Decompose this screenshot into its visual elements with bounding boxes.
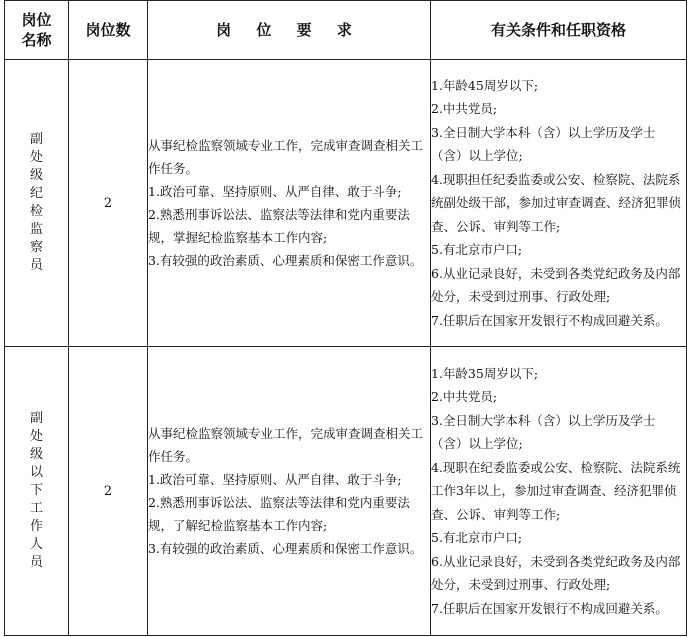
position-name-cell: 副处级以下工作人员 <box>5 347 69 636</box>
qualification-line: 4.现职担任纪委监委或公安、检察院、法院系统副处级干部，参加过审查调查、经济犯罪侦查、公诉、审判等工作; <box>431 171 682 234</box>
qualification-line: 3.全日制大学本科（含）以上学历及学士（含）以上学位; <box>431 124 656 164</box>
requirement-line: 从事纪检监察领域专业工作，完成审查调查相关工作任务。 <box>148 426 424 464</box>
qualifications-cell <box>431 347 687 636</box>
requirement-line: 1.政治可靠、坚持原则、从严自律、敢于斗争; <box>148 472 402 487</box>
qualification-line: 6.从业记录良好，未受到各类党纪政务及内部处分，未受到过刑事、行政处理; <box>431 553 681 593</box>
requirement-line: 3.有较强的政治素质、心理素质和保密工作意识。 <box>148 253 423 268</box>
qualification-line: 3.全日制大学本科（含）以上学历及学士（含）以上学位; <box>431 412 656 452</box>
qualification-line: 6.从业记录良好，未受到各类党纪政务及内部处分，未受到过刑事、行政处理; <box>431 265 681 305</box>
requirement-line: 1.政治可靠、坚持原则、从严自律、敢于斗争; <box>148 184 402 199</box>
qualification-line: 7.任职后在国家开发银行不构成回避关系。 <box>431 600 668 616</box>
qualification-line: 5.有北京市户口; <box>431 242 523 258</box>
table-row <box>5 347 687 636</box>
header-requirements: 岗 位 要 求 <box>148 1 431 60</box>
qualification-line: 2.中共党员; <box>431 389 498 405</box>
positions-table <box>4 0 687 636</box>
requirement-line: 2.熟悉刑事诉讼法、监察法等法律和党内重要法规，了解纪检监察基本工作内容; <box>148 495 410 533</box>
header-position-name: 岗位名称 <box>5 1 69 60</box>
header-row <box>5 1 687 60</box>
requirements-cell <box>148 347 431 636</box>
qualification-line: 5.有北京市户口; <box>431 530 523 546</box>
qualification-line: 4.现职在纪委监委或公安、检察院、法院系统工作3年以上，参加过审查调查、经济犯罪侦查、公诉、审判等工作; <box>431 459 681 522</box>
requirement-line: 从事纪检监察领域专业工作，完成审查调查相关工作任务。 <box>148 138 424 176</box>
position-name-cell: 副处级纪检监察员 <box>5 60 69 347</box>
position-count-cell: 2 <box>69 60 148 347</box>
table-row <box>5 60 687 347</box>
qualification-line: 1.年龄45周岁以下; <box>431 77 539 93</box>
header-position-count: 岗位数 <box>69 1 148 60</box>
position-count-cell: 2 <box>69 347 148 636</box>
qualification-line: 7.任职后在国家开发银行不构成回避关系。 <box>431 312 668 328</box>
qualifications-cell <box>431 60 687 347</box>
qualification-line: 1.年龄35周岁以下; <box>431 365 539 381</box>
header-qualifications: 有关条件和任职资格 <box>431 1 687 60</box>
requirement-line: 3.有较强的政治素质、心理素质和保密工作意识。 <box>148 541 423 556</box>
requirements-cell <box>148 60 431 347</box>
requirement-line: 2.熟悉刑事诉讼法、监察法等法律和党内重要法规，掌握纪检监察基本工作内容; <box>148 207 410 245</box>
qualification-line: 2.中共党员; <box>431 101 498 117</box>
